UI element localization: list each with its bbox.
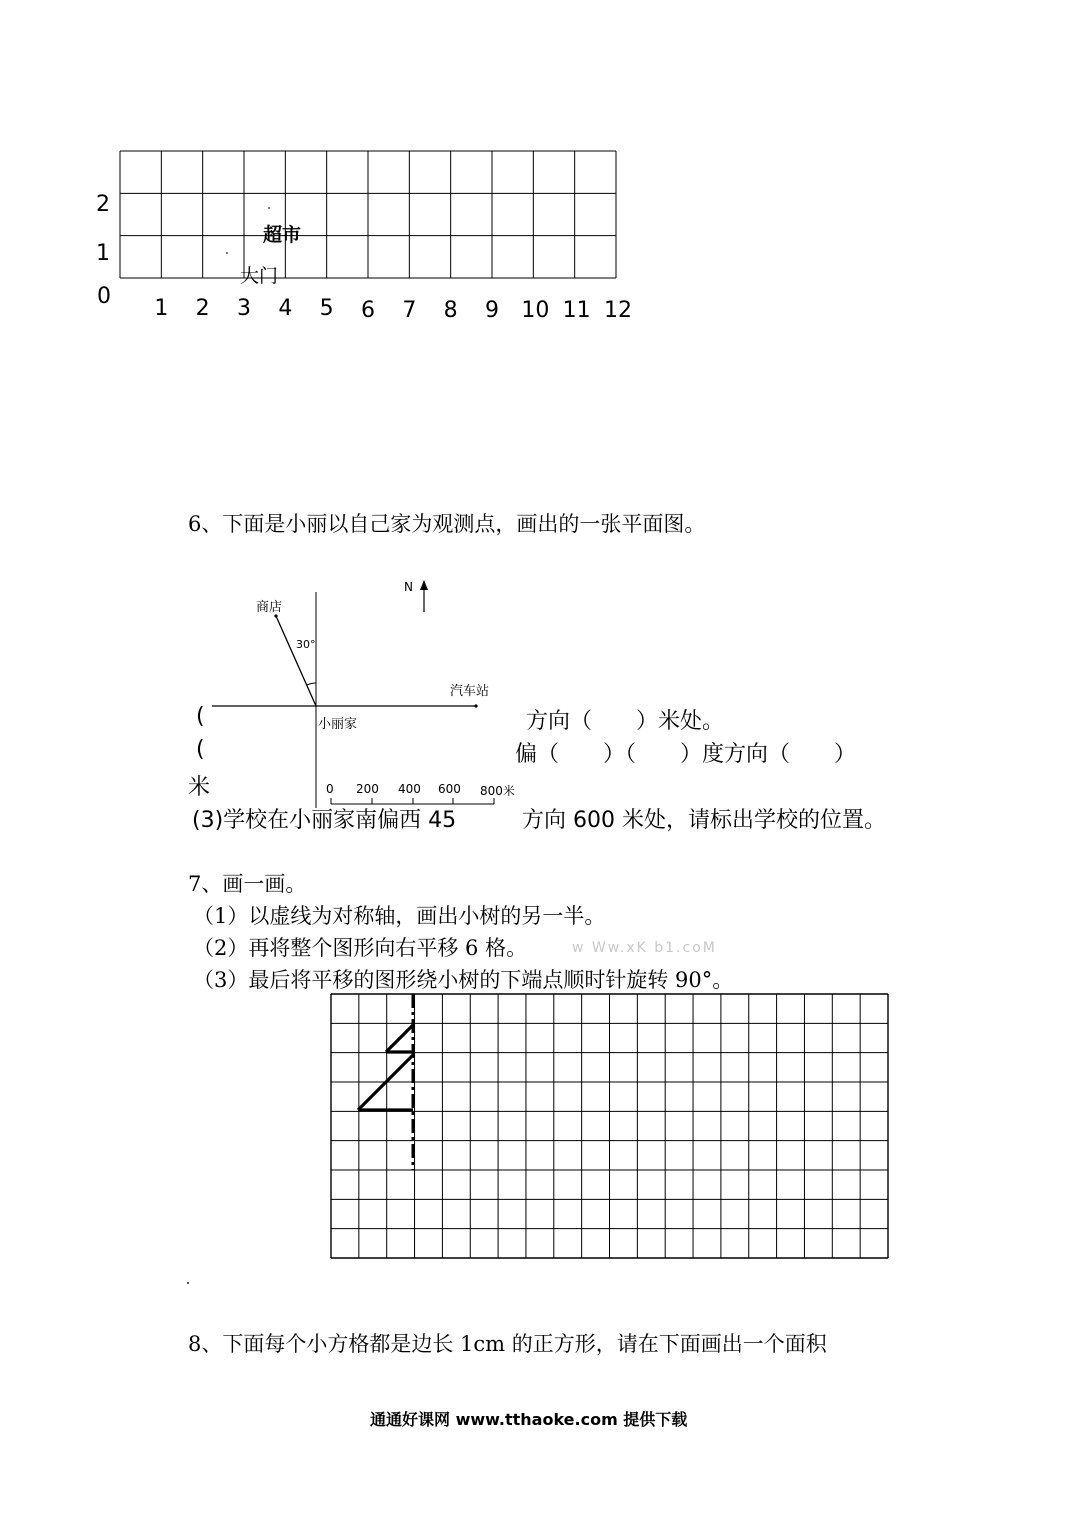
y-label-0: 0 xyxy=(97,284,111,309)
x-label-10: 10 xyxy=(521,298,550,323)
q7-title: 7、画一画。 xyxy=(188,872,307,896)
q6-line1-start: ( xyxy=(196,704,205,729)
scale-600: 600 xyxy=(438,782,461,796)
scale-800: 800米 xyxy=(480,784,515,798)
footer: 通通好课网 www.tthaoke.com 提供下载 xyxy=(370,1410,688,1429)
stray-dot xyxy=(187,1282,189,1284)
place-gate: 大门 xyxy=(240,265,279,287)
shop-label: 商店 xyxy=(256,600,283,615)
x-label-1: 1 xyxy=(154,296,169,321)
q7-item-2: （2）再将整个图形向右平移 6 格。 xyxy=(193,936,528,960)
scale-0: 0 xyxy=(326,782,334,796)
x-label-11: 11 xyxy=(562,298,591,323)
x-label-9: 9 xyxy=(485,298,499,323)
x-label-4: 4 xyxy=(278,296,293,321)
scale-400: 400 xyxy=(398,782,421,796)
y-label-2: 2 xyxy=(96,192,110,217)
q7-item-3: （3）最后将平移的图形绕小树的下端点顺时针旋转 90°。 xyxy=(193,968,734,992)
y-label-1: 1 xyxy=(96,241,110,266)
q6-line3: 米 xyxy=(188,775,211,800)
place-supermarket: 超市 xyxy=(263,224,302,246)
x-label-5: 5 xyxy=(319,296,334,321)
q6-title: 6、下面是小丽以自己家为观测点，画出的一张平面图。 xyxy=(188,512,706,536)
x-label-6: 6 xyxy=(361,298,375,323)
x-label-12: 12 xyxy=(604,298,632,323)
home-label: 小丽家 xyxy=(318,717,358,732)
watermark: w Ww.xK b1.coM xyxy=(572,940,717,956)
q6-line4-start: (3)学校在小丽家南偏西 45 xyxy=(192,808,457,833)
q8-title: 8、下面每个小方格都是边长 1cm 的正方形，请在下面画出一个面积 xyxy=(188,1332,827,1356)
scale-200: 200 xyxy=(356,782,379,796)
x-label-3: 3 xyxy=(237,296,251,321)
station-label: 汽车站 xyxy=(450,684,490,699)
q6-line2-start: ( xyxy=(196,737,205,762)
q7-item-1: （1）以虚线为对称轴，画出小树的另一半。 xyxy=(193,904,606,928)
x-label-2: 2 xyxy=(195,296,210,321)
q6-line1-end: 方向（ ）米处。 xyxy=(526,709,725,734)
q6-line2-end: 偏（ ）（ ）度方向（ ） xyxy=(515,742,857,767)
q6-line4-end: 方向 600 米处，请标出学校的位置。 xyxy=(522,808,886,833)
north-label: N xyxy=(404,580,413,594)
x-label-8: 8 xyxy=(443,298,458,323)
x-label-7: 7 xyxy=(402,298,417,323)
angle-label: 30° xyxy=(296,638,316,651)
